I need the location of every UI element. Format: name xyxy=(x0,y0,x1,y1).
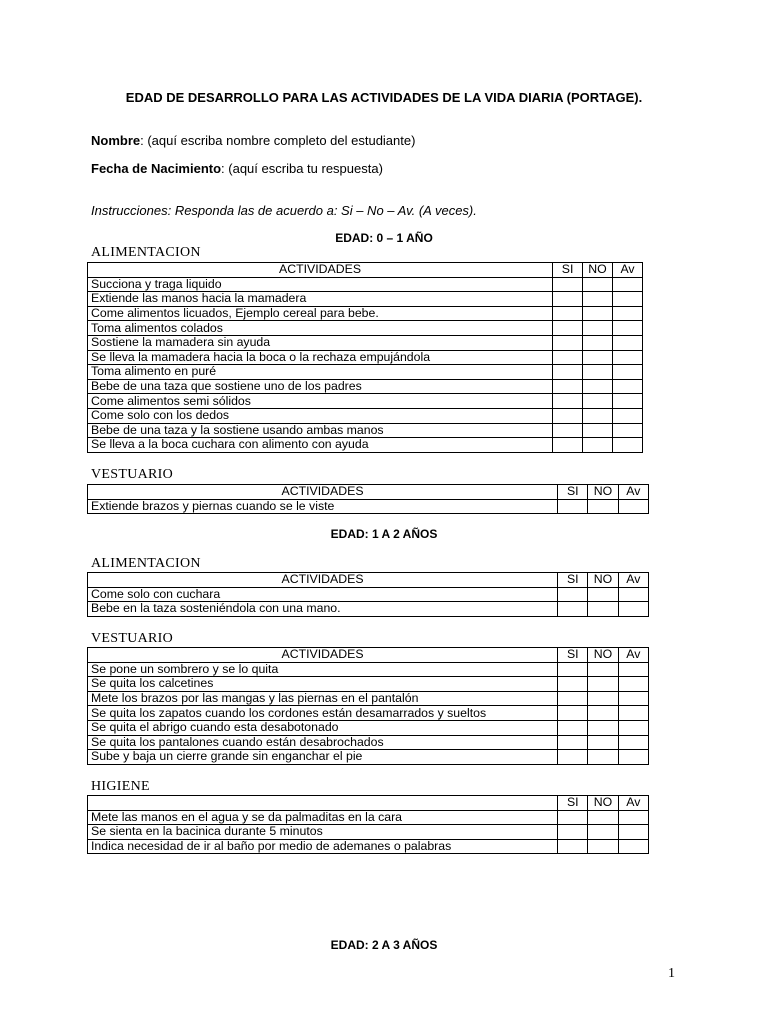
no-cell[interactable] xyxy=(588,839,618,854)
table-row xyxy=(88,587,649,602)
activity-label: Se lleva la mamadera hacia la boca o la rechaza empujándola xyxy=(88,350,553,365)
av-cell[interactable] xyxy=(618,810,648,825)
activity-label: Come alimentos licuados, Ejemplo cereal para bebe. xyxy=(88,306,553,321)
table-row xyxy=(88,825,649,840)
header-actividades: ACTIVIDADES xyxy=(88,648,558,663)
si-cell[interactable] xyxy=(553,277,583,292)
section-title-vestuario: VESTUARIO xyxy=(91,467,174,482)
si-cell[interactable] xyxy=(558,750,588,765)
av-cell[interactable] xyxy=(613,321,643,336)
table-row xyxy=(88,379,643,394)
table-header-row xyxy=(88,648,649,663)
av-cell[interactable] xyxy=(613,306,643,321)
av-cell[interactable] xyxy=(613,350,643,365)
fecha-line xyxy=(91,161,383,176)
activity-label: Toma alimento en puré xyxy=(88,365,553,380)
table-header-row xyxy=(88,796,649,811)
av-cell[interactable] xyxy=(618,735,648,750)
no-cell[interactable] xyxy=(583,335,613,350)
header-no: NO xyxy=(588,648,618,663)
header-si: SI xyxy=(558,485,588,500)
si-cell[interactable] xyxy=(553,394,583,409)
no-cell[interactable] xyxy=(583,306,613,321)
table-header-row xyxy=(88,263,643,278)
si-cell[interactable] xyxy=(553,306,583,321)
activity-label: Toma alimentos colados xyxy=(88,321,553,336)
av-cell[interactable] xyxy=(613,292,643,307)
activity-label: Bebe en la taza sosteniéndola con una mano. xyxy=(88,602,558,617)
si-cell[interactable] xyxy=(553,321,583,336)
no-cell[interactable] xyxy=(588,602,618,617)
table-header-row xyxy=(88,573,649,588)
si-cell[interactable] xyxy=(553,408,583,423)
header-no: NO xyxy=(583,263,613,278)
si-cell[interactable] xyxy=(558,602,588,617)
av-cell[interactable] xyxy=(618,750,648,765)
av-cell[interactable] xyxy=(613,277,643,292)
si-cell[interactable] xyxy=(558,691,588,706)
activity-label: Mete los brazos por las mangas y las piernas en el pantalón xyxy=(88,691,558,706)
no-cell[interactable] xyxy=(583,394,613,409)
header-actividades: ACTIVIDADES xyxy=(88,573,558,588)
no-cell[interactable] xyxy=(583,408,613,423)
av-cell[interactable] xyxy=(613,394,643,409)
av-cell[interactable] xyxy=(618,662,648,677)
si-cell[interactable] xyxy=(558,735,588,750)
si-cell[interactable] xyxy=(558,499,588,514)
activity-label: Sube y baja un cierre grande sin enganchar el pie xyxy=(88,750,558,765)
si-cell[interactable] xyxy=(558,677,588,692)
table-row xyxy=(88,750,649,765)
activity-label: Bebe de una taza y la sostiene usando ambas manos xyxy=(88,423,553,438)
activity-label: Se quita los calcetines xyxy=(88,677,558,692)
no-cell[interactable] xyxy=(588,662,618,677)
table-row xyxy=(88,306,643,321)
header-av: Av xyxy=(618,485,648,500)
si-cell[interactable] xyxy=(558,587,588,602)
section-title-alimentacion: ALIMENTACION xyxy=(91,556,201,571)
no-cell[interactable] xyxy=(583,365,613,380)
page-title: EDAD DE DESARROLLO PARA LAS ACTIVIDADES DE LA VIDA DIARIA (PORTAGE). xyxy=(125,90,643,105)
av-cell[interactable] xyxy=(618,706,648,721)
header-no: NO xyxy=(588,796,618,811)
age-heading-0-1: EDAD: 0 – 1 AÑO xyxy=(335,231,433,245)
age-heading-1-2: EDAD: 1 A 2 AÑOS xyxy=(330,527,438,541)
activity-label: Come alimentos semi sólidos xyxy=(88,394,553,409)
header-si: SI xyxy=(553,263,583,278)
activity-label: Extiende las manos hacia la mamadera xyxy=(88,292,553,307)
activity-label: Se lleva a la boca cuchara con alimento con ayuda xyxy=(88,438,553,453)
activity-label: Bebe de una taza que sostiene uno de los padres xyxy=(88,379,553,394)
table-row xyxy=(88,292,643,307)
activity-label: Se sienta en la bacinica durante 5 minutos xyxy=(88,825,558,840)
table-row xyxy=(88,720,649,735)
activity-label: Se quita los pantalones cuando están desabrochados xyxy=(88,735,558,750)
no-cell[interactable] xyxy=(583,292,613,307)
no-cell[interactable] xyxy=(588,677,618,692)
activity-label: Come solo con los dedos xyxy=(88,408,553,423)
header-actividades: ACTIVIDADES xyxy=(88,263,553,278)
av-cell[interactable] xyxy=(618,720,648,735)
no-cell[interactable] xyxy=(588,720,618,735)
table-row xyxy=(88,408,643,423)
age-heading-2-3: EDAD: 2 A 3 AÑOS xyxy=(330,938,438,952)
activities-table xyxy=(87,262,643,453)
table-row xyxy=(88,438,643,453)
table-row xyxy=(88,277,643,292)
table-row xyxy=(88,662,649,677)
no-cell[interactable] xyxy=(588,587,618,602)
si-cell[interactable] xyxy=(553,365,583,380)
si-cell[interactable] xyxy=(558,662,588,677)
activity-label: Indica necesidad de ir al baño por medio de ademanes o palabras xyxy=(88,839,558,854)
no-cell[interactable] xyxy=(588,750,618,765)
header-si: SI xyxy=(558,573,588,588)
si-cell[interactable] xyxy=(553,379,583,394)
no-cell[interactable] xyxy=(588,825,618,840)
no-cell[interactable] xyxy=(583,350,613,365)
activity-label: Se pone un sombrero y se lo quita xyxy=(88,662,558,677)
table-header-row xyxy=(88,485,649,500)
av-cell[interactable] xyxy=(613,408,643,423)
header-av: Av xyxy=(618,796,648,811)
av-cell[interactable] xyxy=(618,825,648,840)
activity-label: Sostiene la mamadera sin ayuda xyxy=(88,335,553,350)
table-row xyxy=(88,602,649,617)
header-no: NO xyxy=(588,485,618,500)
av-cell[interactable] xyxy=(618,691,648,706)
no-cell[interactable] xyxy=(583,379,613,394)
table-row xyxy=(88,335,643,350)
av-cell[interactable] xyxy=(613,438,643,453)
av-cell[interactable] xyxy=(613,423,643,438)
activity-label: Mete las manos en el agua y se da palmaditas en la cara xyxy=(88,810,558,825)
header-av: Av xyxy=(618,648,648,663)
si-cell[interactable] xyxy=(553,292,583,307)
table-row xyxy=(88,423,643,438)
no-cell[interactable] xyxy=(583,423,613,438)
nombre-line xyxy=(91,133,415,148)
si-cell[interactable] xyxy=(558,706,588,721)
av-cell[interactable] xyxy=(613,335,643,350)
table-row xyxy=(88,810,649,825)
av-cell[interactable] xyxy=(618,677,648,692)
no-cell[interactable] xyxy=(588,499,618,514)
fecha-field[interactable]: : (aquí escriba tu respuesta) xyxy=(221,161,383,176)
no-cell[interactable] xyxy=(583,277,613,292)
table-row xyxy=(88,839,649,854)
av-cell[interactable] xyxy=(618,839,648,854)
no-cell[interactable] xyxy=(583,321,613,336)
header-av: Av xyxy=(618,573,648,588)
table-row xyxy=(88,321,643,336)
no-cell[interactable] xyxy=(588,810,618,825)
av-cell[interactable] xyxy=(618,587,648,602)
activities-table xyxy=(87,647,649,765)
si-cell[interactable] xyxy=(553,438,583,453)
si-cell[interactable] xyxy=(553,423,583,438)
header-no: NO xyxy=(588,573,618,588)
no-cell[interactable] xyxy=(583,438,613,453)
av-cell[interactable] xyxy=(613,379,643,394)
si-cell[interactable] xyxy=(558,810,588,825)
section-title-vestuario: VESTUARIO xyxy=(91,631,174,646)
activity-label: Se quita los zapatos cuando los cordones están desamarrados y sueltos xyxy=(88,706,558,721)
si-cell[interactable] xyxy=(558,825,588,840)
header-si: SI xyxy=(558,648,588,663)
table-row xyxy=(88,735,649,750)
fecha-label: Fecha de Nacimiento xyxy=(91,161,222,176)
av-cell[interactable] xyxy=(613,365,643,380)
si-cell[interactable] xyxy=(553,335,583,350)
av-cell[interactable] xyxy=(618,499,648,514)
nombre-label: Nombre xyxy=(91,133,141,148)
header-av: Av xyxy=(613,263,643,278)
instructions: Instrucciones: Responda las de acuerdo a: Si – No – Av. (A veces). xyxy=(91,203,477,218)
nombre-field[interactable]: : (aquí escriba nombre completo del estudiante) xyxy=(140,133,416,148)
activity-label: Se quita el abrigo cuando esta desabotonado xyxy=(88,720,558,735)
table-row xyxy=(88,365,643,380)
activities-table xyxy=(87,795,649,854)
header-si: SI xyxy=(558,796,588,811)
header-actividades: ACTIVIDADES xyxy=(88,485,558,500)
table-row xyxy=(88,499,649,514)
activity-label: Succiona y traga liquido xyxy=(88,277,553,292)
section-title-alimentacion: ALIMENTACION xyxy=(91,245,201,260)
av-cell[interactable] xyxy=(618,602,648,617)
table-row xyxy=(88,677,649,692)
activities-table xyxy=(87,484,649,514)
page-number: 1 xyxy=(668,966,675,981)
table-row xyxy=(88,350,643,365)
table-row xyxy=(88,394,643,409)
no-cell[interactable] xyxy=(588,735,618,750)
no-cell[interactable] xyxy=(588,706,618,721)
section-title-higiene: HIGIENE xyxy=(91,779,150,794)
header-actividades xyxy=(88,796,558,811)
table-row xyxy=(88,706,649,721)
si-cell[interactable] xyxy=(558,839,588,854)
si-cell[interactable] xyxy=(558,720,588,735)
activities-table xyxy=(87,572,649,617)
no-cell[interactable] xyxy=(588,691,618,706)
si-cell[interactable] xyxy=(553,350,583,365)
activity-label: Come solo con cuchara xyxy=(88,587,558,602)
table-row xyxy=(88,691,649,706)
activity-label: Extiende brazos y piernas cuando se le viste xyxy=(88,499,558,514)
